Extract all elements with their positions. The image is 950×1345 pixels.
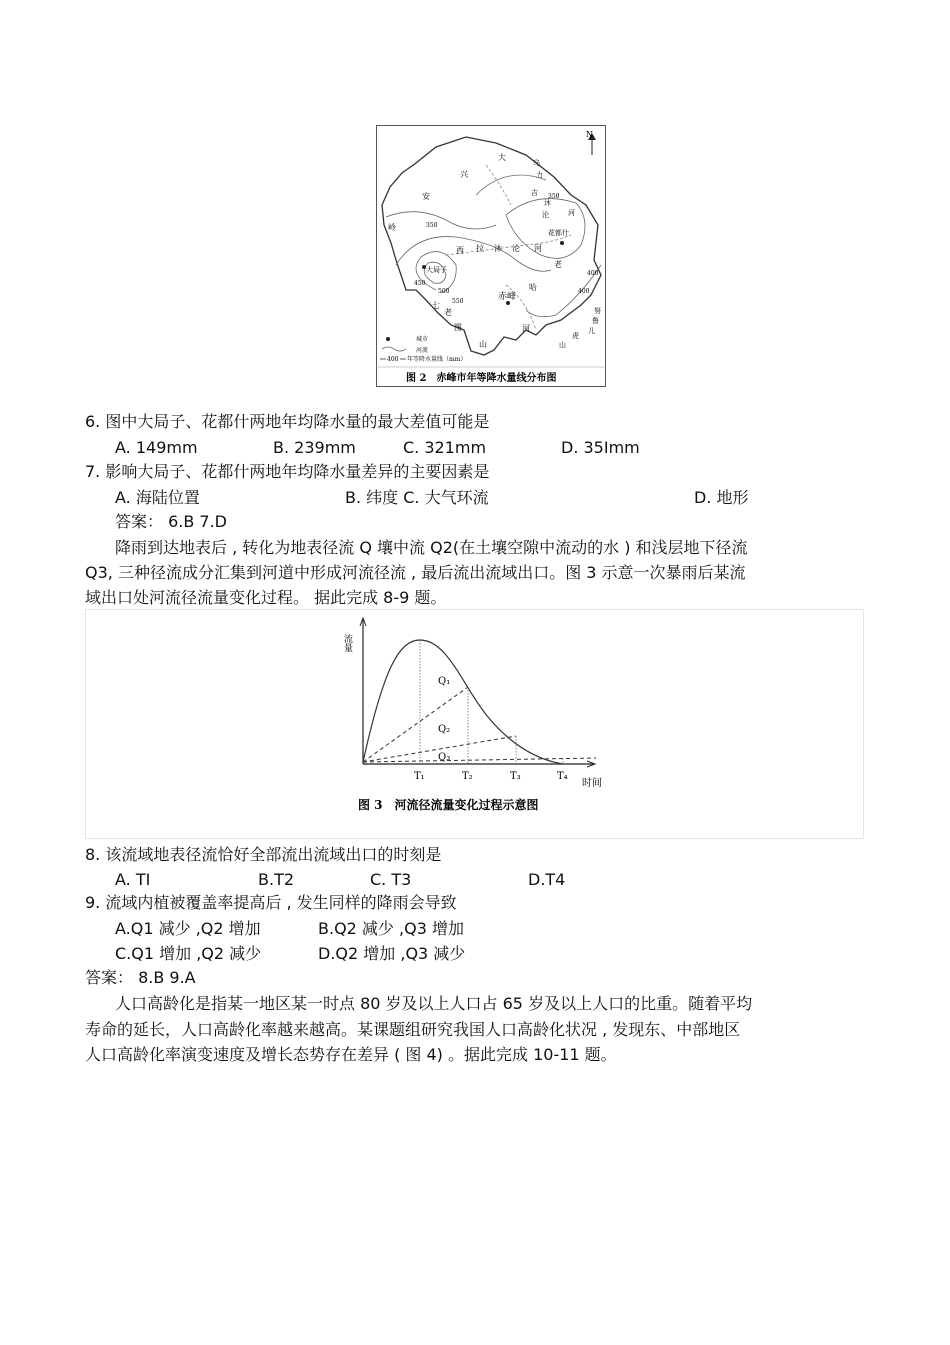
legend-isoline-sample: 400 <box>387 356 399 363</box>
legend-river-label: 河流 <box>416 347 429 354</box>
map-label: 努 <box>594 307 601 315</box>
figure2-caption: 图 2 赤峰市年等降水量线分布图 <box>406 373 557 384</box>
x-axis-label: 时间 <box>582 778 602 789</box>
q8-option-d: D.T4 <box>528 870 566 889</box>
map-label: 大 <box>498 153 506 162</box>
map-label: 沦 <box>512 244 520 253</box>
map-label: 哈 <box>529 283 537 292</box>
precipitation-map-figure <box>376 125 606 387</box>
city-dot-icon <box>560 241 564 245</box>
x-tick-t1: T₁ <box>414 771 425 782</box>
map-label: 河 <box>568 209 575 217</box>
map-label: 河 <box>522 324 530 333</box>
y-axis-label: 流量 <box>342 634 352 652</box>
map-label: 河 <box>534 244 542 253</box>
paragraph-2-line-3: 人口高龄化率演变速度及增长态势存在差异 ( 图 4) 。据此完成 10-11 题。 <box>85 1045 617 1064</box>
isohyet-value: 400 <box>578 288 590 295</box>
series-label-q1: Q₁ <box>438 676 451 687</box>
legend-city-label: 城市 <box>416 336 429 343</box>
q9-option-d: D.Q2 增加 ,Q3 减少 <box>318 944 466 963</box>
map-label: 鲁 <box>592 317 599 325</box>
map-label: 岭 <box>388 223 396 232</box>
isohyet-value: 550 <box>452 298 464 305</box>
q9-stem: 9. 流域内植被覆盖率提高后 , 发生同样的降雨会导致 <box>85 893 457 912</box>
map-label: 力 <box>536 171 543 179</box>
map-label: 山 <box>559 341 566 349</box>
figure3-caption: 图 3 河流径流量变化过程示意图 <box>358 798 539 812</box>
q7-option-bc: B. 纬度 C. 大气环流 <box>345 488 489 507</box>
map-label: 兴 <box>460 170 468 179</box>
isohyet-value: 500 <box>438 288 450 295</box>
q6-option-d: D. 35Imm <box>561 438 640 457</box>
map-label: 沦 <box>542 211 549 219</box>
isohyet-value: 350 <box>426 222 438 229</box>
paragraph-2-line-2: 寿命的延长，人口高龄化率越来越高。某课题组研究我国人口高龄化状况 , 发现东、中部地区 <box>85 1020 741 1039</box>
north-label: N <box>586 130 593 139</box>
map-label: 乌 <box>533 159 540 167</box>
isohyet-value: 450 <box>414 280 426 287</box>
q9-option-c: C.Q1 增加 ,Q2 减少 <box>115 944 262 963</box>
paragraph-2-line-1: 人口高龄化是指某一地区某一时点 80 岁及以上人口占 65 岁及以上人口的比重。随着平均 <box>115 994 753 1013</box>
legend-isoline-label: 年等降水量线（mm） <box>407 356 467 363</box>
x-tick-t3: T₃ <box>510 771 521 782</box>
map-label: 老 <box>444 308 452 317</box>
map-label: 沐 <box>494 244 502 253</box>
q6-stem: 6. 图中大局子、花都什两地年均降水量的最大差值可能是 <box>85 412 490 431</box>
map-label: 西 <box>456 246 464 255</box>
map-label: 老 <box>554 260 562 269</box>
series-label-q2: Q₂ <box>438 724 451 735</box>
answer-6-7: 答案： 6.B 7.D <box>115 512 228 531</box>
x-tick-t4: T₄ <box>557 771 568 782</box>
q9-option-b: B.Q2 减少 ,Q3 增加 <box>318 919 464 938</box>
q7-option-a: A. 海陆位置 <box>115 488 200 507</box>
map-label: 儿 <box>588 327 595 335</box>
map-label: 七 <box>432 301 440 310</box>
q8-stem: 8. 该流域地表径流恰好全部流出流域出口的时刻是 <box>85 845 442 864</box>
q6-option-c: C. 321mm <box>403 438 487 457</box>
precipitation-map <box>376 125 606 387</box>
q7-stem: 7. 影响大局子、花都什两地年均降水量差异的主要因素是 <box>85 462 490 481</box>
map-label: 拉 <box>476 244 484 253</box>
q9-option-a: A.Q1 减少 ,Q2 增加 <box>115 919 261 938</box>
map-label: 吉 <box>531 189 538 197</box>
isohyet-value: 400 <box>587 270 599 277</box>
hydrograph-figure <box>338 612 608 817</box>
answer-8-9: 答案： 8.B 9.A <box>85 968 196 987</box>
q6-option-b: B. 239mm <box>273 438 356 457</box>
q7-option-d: D. 地形 <box>694 488 749 507</box>
x-tick-t2: T₂ <box>462 771 473 782</box>
map-label: 图 <box>454 323 462 332</box>
map-label: 虎 <box>572 332 579 340</box>
isohyet-value: 350 <box>548 193 560 200</box>
q8-option-b: B.T2 <box>258 870 295 889</box>
map-label: 山 <box>479 340 487 349</box>
city-label-chifeng: 赤峰 <box>498 292 517 302</box>
q8-option-c: C. T3 <box>370 870 412 889</box>
paragraph-1-line-1: 降雨到达地表后 , 转化为地表径流 Q 壤中流 Q2(在土壤空隙中流动的水 ) 和浅层地下径流 <box>115 538 748 557</box>
map-label: 安 <box>422 192 430 201</box>
hydrograph <box>338 612 608 817</box>
city-label-huadushi: 花都什 <box>548 229 569 237</box>
legend-city-icon <box>386 337 390 341</box>
q8-option-a: A. TI <box>115 870 151 889</box>
city-label-dajuzi: 大局子 <box>426 266 447 274</box>
paragraph-1-line-3: 域出口处河流径流量变化过程。 据此完成 8-9 题。 <box>85 588 447 607</box>
map-label: 沐 <box>544 199 551 207</box>
q6-option-a: A. 149mm <box>115 438 198 457</box>
series-label-q3: Q₃ <box>438 752 451 763</box>
paragraph-1-line-2: Q3, 三种径流成分汇集到河道中形成河流径流 , 最后流出流域出口。图 3 示意一次暴雨后某流 <box>85 563 746 582</box>
